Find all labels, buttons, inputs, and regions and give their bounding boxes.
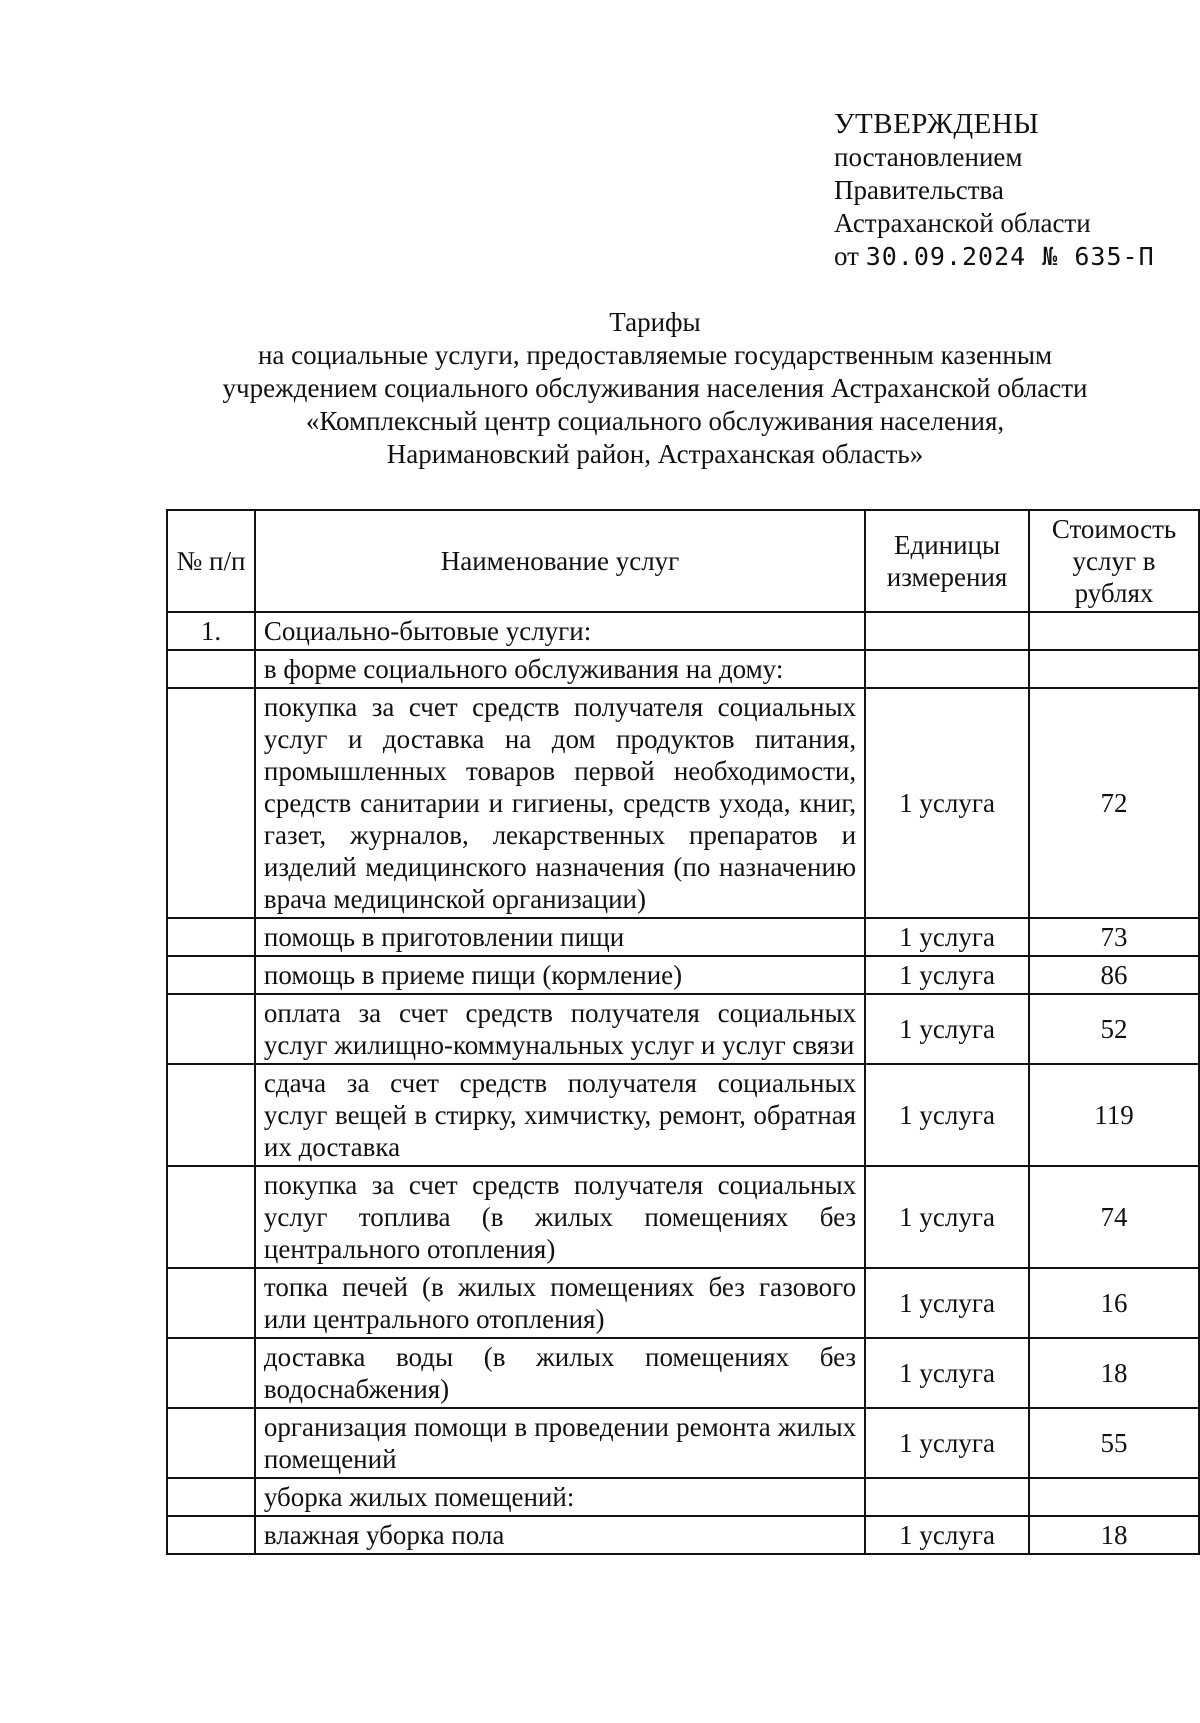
header-name: Наименование услуг: [255, 510, 865, 612]
table-header-row: [167, 510, 1199, 612]
row-unit: 1 услуга: [865, 956, 1029, 994]
header-price: Стоимость услуг в рублях: [1029, 510, 1199, 612]
row-name: Социально-бытовые услуги:: [255, 612, 865, 650]
row-num: [167, 918, 255, 956]
approval-heading: УТВЕРЖДЕНЫ: [834, 108, 1040, 140]
row-price: 119: [1029, 1064, 1199, 1166]
row-price: 18: [1029, 1516, 1199, 1554]
row-num: [167, 1478, 255, 1516]
row-num: 1.: [167, 612, 255, 650]
row-name: доставка воды (в жилых помещениях без водоснабжения): [255, 1338, 865, 1408]
table-row: [167, 1516, 1199, 1554]
row-price: 72: [1029, 688, 1199, 918]
row-num: [167, 1064, 255, 1166]
row-name: оплата за счет средств получателя социальных услуг жилищно-коммунальных услуг и услуг связи: [255, 994, 865, 1064]
title-line-4: «Комплексный центр социального обслуживания населения,: [305, 406, 1005, 436]
table-row: [167, 956, 1199, 994]
title-line-1: Тарифы: [609, 307, 701, 337]
row-unit: 1 услуга: [865, 994, 1029, 1064]
row-name: сдача за счет средств получателя социальных услуг вещей в стирку, химчистку, ремонт, обратная их доставка: [255, 1064, 865, 1166]
table-row: [167, 1064, 1199, 1166]
row-name: влажная уборка пола: [255, 1516, 865, 1554]
approval-date-prefix: от: [834, 241, 859, 271]
title-line-3: учреждением социального обслуживания населения Астраханской области: [222, 373, 1088, 403]
table-row: [167, 918, 1199, 956]
table-row: [167, 612, 1199, 650]
table-row: [167, 1408, 1199, 1478]
table-row: [167, 994, 1199, 1064]
table-row: [167, 688, 1199, 918]
row-unit: 1 услуга: [865, 1166, 1029, 1268]
row-price: 52: [1029, 994, 1199, 1064]
row-unit: [865, 612, 1029, 650]
row-num: [167, 650, 255, 688]
row-num: [167, 1268, 255, 1338]
document-title: [150, 306, 1160, 471]
title-line-2: на социальные услуги, предоставляемые государственным казенным: [257, 340, 1053, 370]
row-unit: [865, 1478, 1029, 1516]
approval-line-2: Правительства: [834, 175, 1004, 205]
row-price: 18: [1029, 1338, 1199, 1408]
title-line-5: Наримановский район, Астраханская область»: [386, 439, 924, 469]
row-name: топка печей (в жилых помещениях без газового или центрального отопления): [255, 1268, 865, 1338]
row-num: [167, 1166, 255, 1268]
table-row: [167, 1268, 1199, 1338]
row-price: 73: [1029, 918, 1199, 956]
row-name: уборка жилых помещений:: [255, 1478, 865, 1516]
row-unit: 1 услуга: [865, 688, 1029, 918]
row-name: организация помощи в проведении ремонта жилых помещений: [255, 1408, 865, 1478]
table-row: [167, 1338, 1199, 1408]
table-row: [167, 1478, 1199, 1516]
row-price: 16: [1029, 1268, 1199, 1338]
row-unit: 1 услуга: [865, 918, 1029, 956]
header-num: № п/п: [167, 510, 255, 612]
row-unit: [865, 650, 1029, 688]
row-price: [1029, 612, 1199, 650]
row-unit: 1 услуга: [865, 1408, 1029, 1478]
row-name: в форме социального обслуживания на дому:: [255, 650, 865, 688]
row-num: [167, 1516, 255, 1554]
row-num: [167, 688, 255, 918]
approval-line-3: Астраханской области: [834, 208, 1091, 238]
row-name: помощь в приготовлении пищи: [255, 918, 865, 956]
approval-date-line: [834, 240, 1155, 273]
row-num: [167, 994, 255, 1064]
row-name: помощь в приеме пищи (кормление): [255, 956, 865, 994]
table-row: [167, 1166, 1199, 1268]
header-unit: Единицы измерения: [865, 510, 1029, 612]
row-name: покупка за счет средств получателя социальных услуг и доставка на дом продуктов питания, промышленных товаров первой необходимости, средств санитарии и гигиены, средств ухода, книг, газет, журналов, лекарственных препаратов и изделий медицинского назначения (по назначению врача медицинской организации): [255, 688, 865, 918]
row-price: 55: [1029, 1408, 1199, 1478]
approval-date-number: 30.09.2024 № 635-П: [865, 242, 1155, 271]
row-price: 86: [1029, 956, 1199, 994]
approval-line-1: постановлением: [834, 142, 1023, 172]
row-price: [1029, 650, 1199, 688]
row-name: покупка за счет средств получателя социальных услуг топлива (в жилых помещениях без центрального отопления): [255, 1166, 865, 1268]
row-num: [167, 956, 255, 994]
row-num: [167, 1408, 255, 1478]
approval-stamp: [834, 108, 1155, 273]
row-unit: 1 услуга: [865, 1338, 1029, 1408]
row-unit: 1 услуга: [865, 1064, 1029, 1166]
row-unit: 1 услуга: [865, 1516, 1029, 1554]
row-num: [167, 1338, 255, 1408]
row-price: [1029, 1478, 1199, 1516]
tariffs-table: [166, 509, 1200, 1555]
row-price: 74: [1029, 1166, 1199, 1268]
row-unit: 1 услуга: [865, 1268, 1029, 1338]
table-row: [167, 650, 1199, 688]
